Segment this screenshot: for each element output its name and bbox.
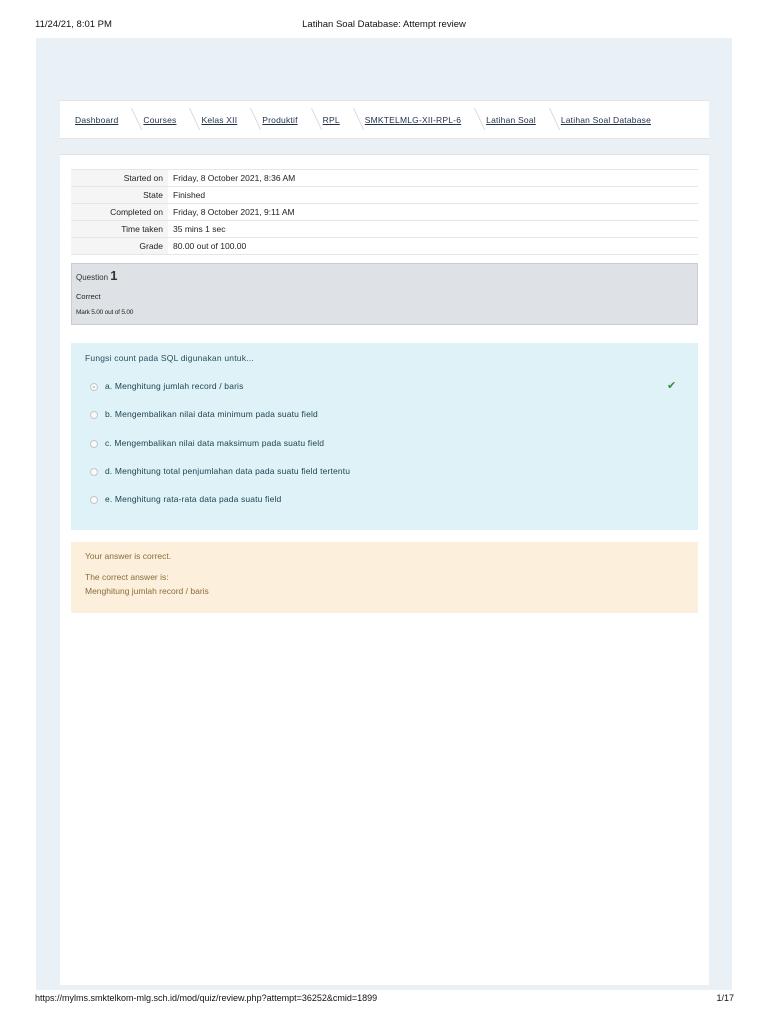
breadcrumb-produktif[interactable]: Produktif bbox=[251, 115, 311, 125]
answer-option-e[interactable] bbox=[90, 494, 281, 504]
check-icon: ✔ bbox=[667, 380, 677, 392]
feedback-result: Your answer is correct. bbox=[85, 551, 172, 561]
breadcrumb-course[interactable]: SMKTELMLG-XII-RPL-6 bbox=[354, 115, 475, 125]
table-row bbox=[71, 170, 698, 187]
question-prefix: Question bbox=[76, 273, 109, 282]
attempt-summary-table bbox=[71, 169, 698, 255]
print-date: 11/24/21, 8:01 PM bbox=[35, 19, 112, 30]
radio-icon[interactable] bbox=[90, 440, 98, 448]
question-formulation bbox=[71, 343, 698, 530]
answer-option-a[interactable] bbox=[90, 381, 244, 391]
breadcrumb-quiz[interactable]: Latihan Soal Database bbox=[560, 114, 652, 125]
summary-label: Completed on bbox=[71, 204, 168, 221]
breadcrumb-kelas-xii[interactable]: Kelas XII bbox=[190, 115, 251, 125]
question-mark: Mark 5.00 out of 5.00 bbox=[76, 309, 134, 316]
breadcrumb-courses[interactable]: Courses bbox=[132, 115, 190, 125]
answer-label: a. Menghitung jumlah record / baris bbox=[105, 381, 244, 391]
question-text: Fungsi count pada SQL digunakan untuk... bbox=[85, 353, 254, 363]
radio-icon[interactable] bbox=[90, 468, 98, 476]
summary-value: Friday, 8 October 2021, 9:11 AM bbox=[168, 204, 698, 221]
summary-label: Started on bbox=[71, 170, 168, 187]
breadcrumb-rpl[interactable]: RPL bbox=[312, 115, 354, 125]
answer-label: c. Mengembalikan nilai data maksimum pada suatu field bbox=[105, 438, 325, 448]
summary-value: Finished bbox=[168, 187, 698, 204]
breadcrumb-dashboard[interactable]: Dashboard bbox=[64, 115, 132, 125]
print-title: Latihan Soal Database: Attempt review bbox=[302, 19, 466, 30]
summary-label: Grade bbox=[71, 238, 168, 255]
summary-value: Friday, 8 October 2021, 8:36 AM bbox=[168, 170, 698, 187]
breadcrumb bbox=[60, 100, 709, 139]
table-row bbox=[71, 187, 698, 204]
radio-selected-icon[interactable] bbox=[90, 383, 98, 391]
table-row bbox=[71, 204, 698, 221]
answer-label: d. Menghitung total penjumlahan data pada suatu field tertentu bbox=[105, 466, 351, 476]
summary-label: State bbox=[71, 187, 168, 204]
correct-answer-label: The correct answer is: bbox=[85, 572, 169, 582]
breadcrumb-latihan-soal[interactable]: Latihan Soal bbox=[475, 115, 550, 125]
table-row bbox=[71, 238, 698, 255]
summary-value: 35 mins 1 sec bbox=[168, 221, 698, 238]
answer-label: e. Menghitung rata-rata data pada suatu field bbox=[105, 494, 282, 504]
summary-value: 80.00 out of 100.00 bbox=[168, 238, 698, 255]
summary-label: Time taken bbox=[71, 221, 168, 238]
correct-answer-text: Menghitung jumlah record / baris bbox=[85, 586, 209, 596]
answer-label: b. Mengembalikan nilai data minimum pada suatu field bbox=[105, 409, 318, 419]
print-url: https://mylms.smktelkom-mlg.sch.id/mod/quiz/review.php?attempt=36252&cmid=1899 bbox=[35, 993, 378, 1003]
feedback-box bbox=[71, 542, 698, 613]
answer-option-d[interactable] bbox=[90, 466, 350, 476]
question-number bbox=[76, 268, 118, 283]
question-number-value: 1 bbox=[110, 268, 118, 283]
radio-icon[interactable] bbox=[90, 496, 98, 504]
question-state: Correct bbox=[76, 292, 101, 301]
table-row bbox=[71, 221, 698, 238]
main-panel bbox=[60, 154, 709, 985]
answer-option-c[interactable] bbox=[90, 438, 324, 448]
question-info bbox=[71, 263, 698, 325]
print-page-number: 1/17 bbox=[716, 993, 734, 1003]
print-header bbox=[0, 0, 768, 34]
radio-icon[interactable] bbox=[90, 411, 98, 419]
answer-option-b[interactable] bbox=[90, 409, 318, 419]
